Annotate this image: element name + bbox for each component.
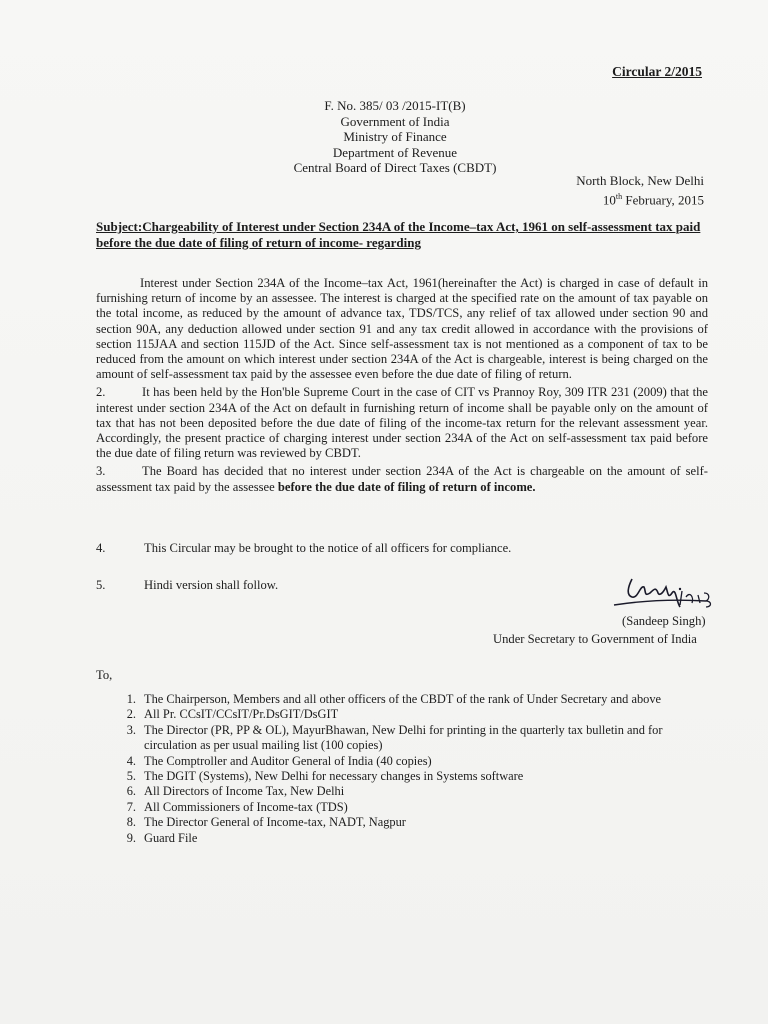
paragraph-5 [96, 578, 278, 593]
distribution-item-number: 2. [126, 707, 136, 722]
paragraph-number: 4. [96, 541, 106, 555]
distribution-item-text: The Comptroller and Auditor General of India (40 copies) [144, 753, 432, 768]
government: Government of India [340, 113, 450, 129]
distribution-item [112, 723, 718, 754]
distribution-item [112, 831, 718, 846]
distribution-item-text: All Directors of Income Tax, New Delhi [144, 784, 345, 799]
distribution-item-number: 1. [126, 692, 136, 706]
distribution-item-number: 7. [126, 799, 136, 814]
letterhead [260, 98, 530, 176]
distribution-item [112, 692, 718, 707]
paragraph-4 [96, 541, 511, 556]
board: Central Board of Direct Taxes (CBDT) [293, 160, 497, 176]
paragraph-number: 2. [96, 385, 106, 400]
subject-line: Subject:Chargeability of Interest under Section 234A of the Income–tax Act, 1961 on self-assessment tax paid before the due date of filing of return of income- regarding [96, 219, 701, 250]
distribution-item-number: 6. [126, 784, 136, 799]
date-day: 10 [602, 192, 616, 208]
paragraph-3-text: The Board has decided that no interest under section 234A of the Act is chargeable on the amount of self-assessment tax paid by the assessee [96, 464, 708, 494]
distribution-item [112, 815, 718, 830]
distribution-item [112, 769, 718, 784]
distribution-item-number: 3. [126, 722, 136, 737]
distribution-item [112, 800, 718, 815]
signatory-name: (Sandeep Singh) [622, 614, 706, 628]
distribution-item-text: The DGIT (Systems), New Delhi for necessary changes in Systems software [144, 769, 524, 784]
circular-body [96, 276, 708, 495]
distribution-item-text: All Commissioners of Income-tax (TDS) [144, 799, 348, 814]
location: North Block, New Delhi [576, 173, 704, 188]
paragraph-3 [96, 464, 708, 494]
paragraph-1: Interest under Section 234A of the Income–tax Act, 1961(hereinafter the Act) is charged in case of default in furnishing return of income by an assessee. The interest is charged at the specified rate on the amount of tax payable on the total income, as reduced by the amount of advance tax, TDS/TCS, any relief of tax allowed under section 90 and section 90A, any deduction allowed under section 91 and any tax credit allowed in accordance with the provisions of section 115JAA and section 115JD of the Act. Since self-assessment tax is not mentioned as a component of tax to be reduced from the amount on which interest under section 234A of the Act is chargeable, interest is being charged on the amount of self-assessment tax paid by the assessee even before the due date of filing of return. [96, 276, 708, 382]
distribution-item-text: Guard File [144, 830, 198, 845]
ministry: Ministry of Finance [343, 129, 447, 145]
paragraph-number: 3. [96, 464, 106, 479]
paragraph-2-text: It has been held by the Hon'ble Supreme Court in the case of CIT vs Prannoy Roy, 309 ITR 231 (2009) that the interest under section 234A of the Act on default in furnishing return of income shall be payable only on the amount of tax that has not been deposited before the due date of filing of the income-tax return for the relevant assessment year. Accordingly, the present practice of charging interest under section 234A of the Act on self-assessment tax paid before the due date of filing return was reviewed by CBDT. [96, 385, 708, 461]
distribution-item-number: 4. [126, 753, 136, 768]
distribution-item-number: 8. [126, 815, 136, 830]
distribution-list [112, 692, 718, 846]
handwritten-signature [610, 567, 720, 617]
circular-number: Circular 2/2015 [612, 64, 702, 79]
department: Department of Revenue [332, 144, 458, 160]
paragraph-5-text: Hindi version shall follow. [144, 578, 279, 592]
distribution-item-number: 5. [126, 769, 136, 784]
to-label: To, [96, 668, 113, 682]
distribution-item-text: The Director (PR, PP & OL), MayurBhawan, New Delhi for printing in the quarterly tax bulletin and for circulation as per usual mailing list (100 copies) [144, 722, 663, 753]
place-date [576, 173, 704, 208]
date [576, 189, 704, 208]
paragraph-4-text: This Circular may be brought to the notice of all officers for compliance. [144, 541, 512, 555]
date-rest: February, 2015 [622, 192, 704, 208]
distribution-item [112, 754, 718, 769]
paragraph-number: 5. [96, 578, 106, 592]
distribution-item [112, 707, 718, 722]
paragraph-3-emphasis: before the due date of filing of return of income. [277, 479, 536, 494]
distribution-item-text: The Director General of Income-tax, NADT, Nagpur [144, 815, 406, 830]
distribution-item-text: The Chairperson, Members and all other officers of the CBDT of the rank of Under Secretary and above [144, 692, 662, 706]
distribution-item [112, 784, 718, 799]
paragraph-2 [96, 385, 708, 461]
date-suffix: th [615, 192, 623, 201]
file-number: F. No. 385/ 03 /2015-IT(B) [324, 98, 466, 113]
distribution-item-text: All Pr. CCsIT/CCsIT/Pr.DsGIT/DsGIT [144, 707, 339, 722]
signatory-designation: Under Secretary to Government of India [493, 632, 697, 646]
distribution-item-number: 9. [126, 830, 136, 845]
